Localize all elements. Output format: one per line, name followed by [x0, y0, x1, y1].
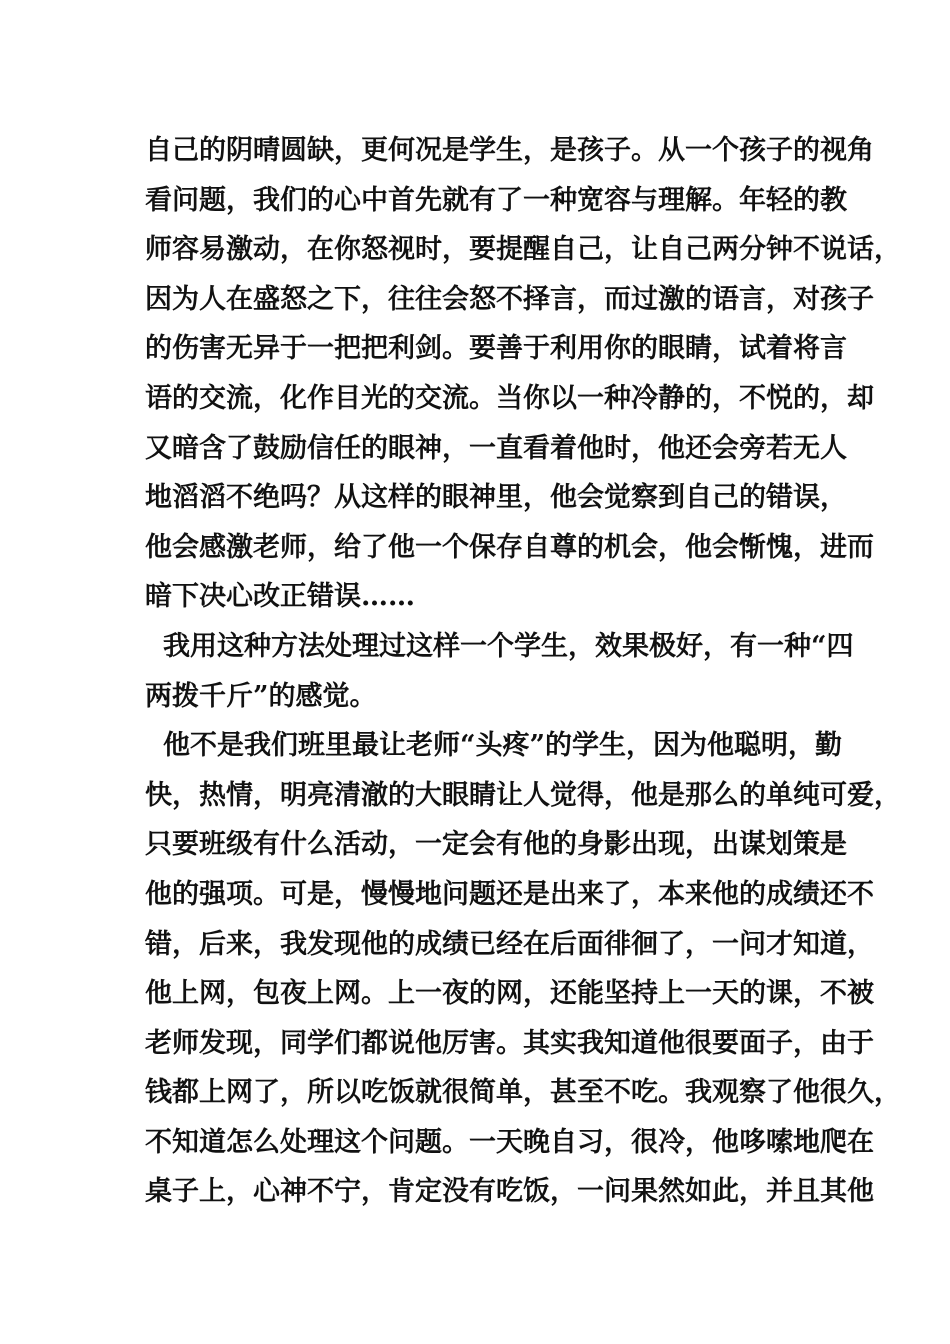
text-line: 老师发现，同学们都说他厉害。其实我知道他很要面子，由于	[145, 1027, 874, 1059]
paragraph-start-line: 他不是我们班里最让老师“头疼”的学生，因为他聪明，勤	[163, 730, 843, 762]
body-text	[145, 126, 901, 1217]
text-line: 桌子上，心神不宁，肯定没有吃饭，一问果然如此，并且其他	[145, 1176, 874, 1208]
text-line: 两拨千斤”的感觉。	[145, 680, 377, 712]
text-line: 他的强项。可是，慢慢地问题还是出来了，本来他的成绩还不	[145, 878, 874, 910]
text-line: 他会感激老师，给了他一个保存自尊的机会，他会惭愧，进而	[145, 531, 874, 563]
text-line: 因为人在盛怒之下，往往会怒不择言，而过激的语言，对孩子	[145, 283, 874, 315]
text-line: 师容易激动，在你怒视时，要提醒自己，让自己两分钟不说话，	[145, 234, 901, 266]
text-line: 快，热情，明亮清澈的大眼睛让人觉得，他是那么的单纯可爱，	[145, 779, 901, 811]
paragraph-start-line: 我用这种方法处理过这样一个学生，效果极好，有一种“四	[163, 630, 854, 662]
text-line: 他上网，包夜上网。上一夜的网，还能坚持上一天的课，不被	[145, 978, 874, 1010]
text-line: 只要班级有什么活动，一定会有他的身影出现，出谋划策是	[145, 829, 847, 861]
text-line: 又暗含了鼓励信任的眼神，一直看着他时，他还会旁若无人	[145, 432, 847, 464]
text-line: 不知道怎么处理这个问题。一天晚自习，很冷，他哆嗦地爬在	[145, 1126, 874, 1158]
text-line: 语的交流，化作目光的交流。当你以一种冷静的，不悦的，却	[145, 382, 874, 414]
text-line: 地滔滔不绝吗？从这样的眼神里，他会觉察到自己的错误，	[145, 482, 847, 514]
text-line: 错，后来，我发现他的成绩已经在后面徘徊了，一问才知道，	[145, 928, 874, 960]
text-line: 暗下决心改正错误……	[145, 581, 415, 613]
text-line: 钱都上网了，所以吃饭就很简单，甚至不吃。我观察了他很久，	[145, 1077, 901, 1109]
text-line: 看问题，我们的心中首先就有了一种宽容与理解。年轻的教	[145, 184, 847, 216]
text-line: 的伤害无异于一把把利剑。要善于利用你的眼睛，试着将言	[145, 333, 847, 365]
text-line: 自己的阴晴圆缺，更何况是学生，是孩子。从一个孩子的视角	[145, 135, 874, 166]
